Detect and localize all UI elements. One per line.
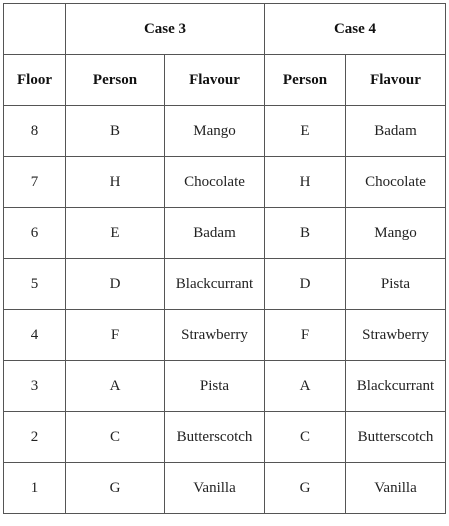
case-3-person-cell: A bbox=[66, 361, 165, 412]
case-3-flavour-cell: Strawberry bbox=[165, 310, 265, 361]
floor-column-header: Floor bbox=[4, 55, 66, 106]
floor-cell: 7 bbox=[4, 157, 66, 208]
case-4-person-cell: F bbox=[265, 310, 346, 361]
floor-cell: 2 bbox=[4, 412, 66, 463]
case-4-person-cell: C bbox=[265, 412, 346, 463]
table-body bbox=[4, 106, 446, 514]
table-row bbox=[4, 208, 446, 259]
case-4-person-cell: A bbox=[265, 361, 346, 412]
case-4-flavour-cell: Vanilla bbox=[346, 463, 446, 514]
table-row bbox=[4, 361, 446, 412]
column-header-row bbox=[4, 55, 446, 106]
table-row bbox=[4, 463, 446, 514]
table-row bbox=[4, 412, 446, 463]
case-3-person-header: Person bbox=[66, 55, 165, 106]
case-4-person-cell: H bbox=[265, 157, 346, 208]
case-4-flavour-header: Flavour bbox=[346, 55, 446, 106]
case-4-flavour-cell: Butterscotch bbox=[346, 412, 446, 463]
case-4-flavour-cell: Pista bbox=[346, 259, 446, 310]
case-3-person-cell: F bbox=[66, 310, 165, 361]
floor-cell: 3 bbox=[4, 361, 66, 412]
floor-cell: 5 bbox=[4, 259, 66, 310]
case-4-flavour-cell: Badam bbox=[346, 106, 446, 157]
case-3-flavour-cell: Blackcurrant bbox=[165, 259, 265, 310]
case-3-flavour-cell: Mango bbox=[165, 106, 265, 157]
case-4-person-cell: E bbox=[265, 106, 346, 157]
case-3-person-cell: H bbox=[66, 157, 165, 208]
case-4-person-header: Person bbox=[265, 55, 346, 106]
group-header-row bbox=[4, 4, 446, 55]
case-3-header: Case 3 bbox=[66, 4, 265, 55]
table-row bbox=[4, 157, 446, 208]
table-row bbox=[4, 259, 446, 310]
case-4-person-cell: B bbox=[265, 208, 346, 259]
case-3-flavour-cell: Chocolate bbox=[165, 157, 265, 208]
case-3-flavour-cell: Badam bbox=[165, 208, 265, 259]
case-4-person-cell: G bbox=[265, 463, 346, 514]
floor-cell: 1 bbox=[4, 463, 66, 514]
case-3-person-cell: B bbox=[66, 106, 165, 157]
case-3-flavour-cell: Butterscotch bbox=[165, 412, 265, 463]
corner-header-cell bbox=[4, 4, 66, 55]
case-3-flavour-cell: Pista bbox=[165, 361, 265, 412]
case-4-flavour-cell: Blackcurrant bbox=[346, 361, 446, 412]
floor-flavour-table bbox=[3, 3, 446, 514]
case-3-flavour-header: Flavour bbox=[165, 55, 265, 106]
case-3-person-cell: E bbox=[66, 208, 165, 259]
case-4-person-cell: D bbox=[265, 259, 346, 310]
case-3-person-cell: G bbox=[66, 463, 165, 514]
case-4-flavour-cell: Strawberry bbox=[346, 310, 446, 361]
floor-flavour-table-container bbox=[3, 3, 446, 514]
case-3-person-cell: C bbox=[66, 412, 165, 463]
case-4-header: Case 4 bbox=[265, 4, 446, 55]
floor-cell: 6 bbox=[4, 208, 66, 259]
case-3-flavour-cell: Vanilla bbox=[165, 463, 265, 514]
case-3-person-cell: D bbox=[66, 259, 165, 310]
floor-cell: 4 bbox=[4, 310, 66, 361]
table-row bbox=[4, 106, 446, 157]
case-4-flavour-cell: Mango bbox=[346, 208, 446, 259]
floor-cell: 8 bbox=[4, 106, 66, 157]
table-row bbox=[4, 310, 446, 361]
case-4-flavour-cell: Chocolate bbox=[346, 157, 446, 208]
